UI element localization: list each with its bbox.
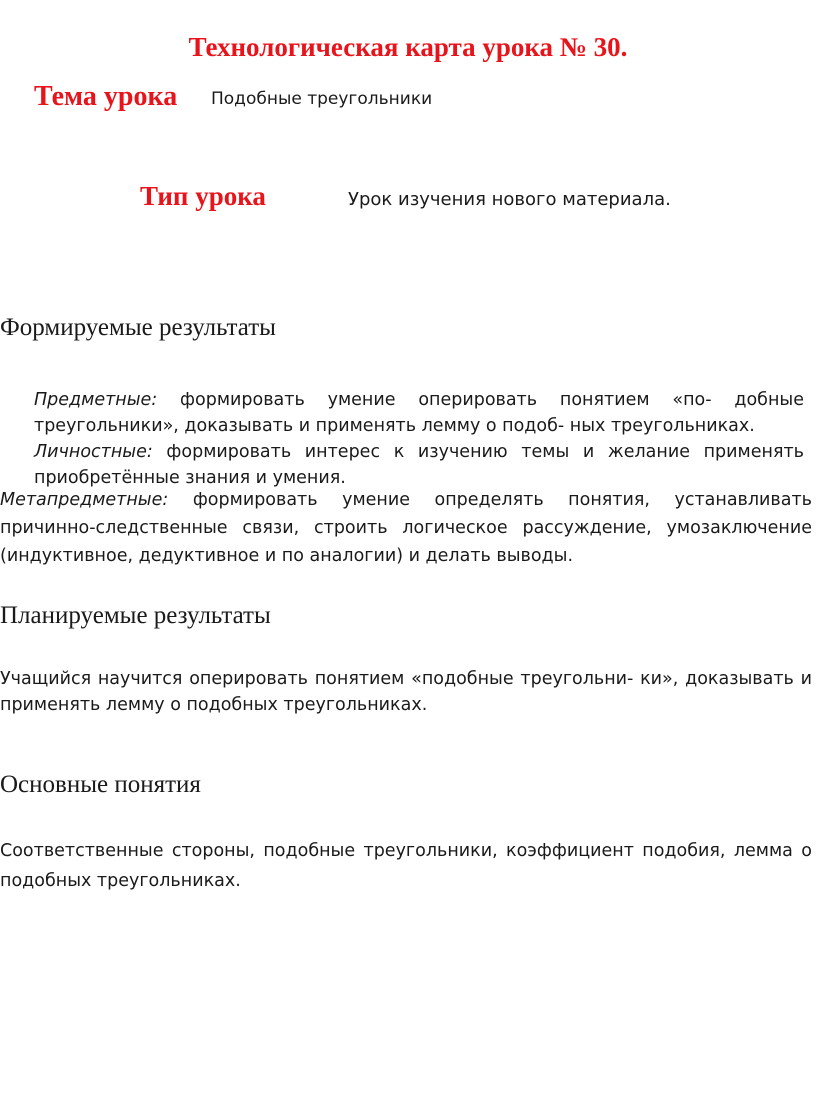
meta-results-paragraph [0,486,812,570]
planned-results-heading: Планируемые результаты [0,602,271,629]
topic-value: Подобные треугольники [211,89,433,109]
key-concepts-heading: Основные понятия [0,771,201,798]
lesson-type-value: Урок изучения нового материала. [348,189,671,210]
subject-results-label: Предметные: [34,390,158,410]
formed-results-heading: Формируемые результаты [0,314,276,341]
document-title: Технологическая карта урока № 30. [188,32,628,62]
lesson-type-label: Тип урока [140,181,266,211]
key-concepts-text: Соответственные стороны, подобные треугольники, коэффициент подобия, лемма о подобных треугольниках. [0,841,812,891]
personal-results-text: формировать интерес к изучению темы и желание применять приобретённые знания и умения. [34,442,804,488]
topic-label: Тема урока [34,81,178,112]
subject-results-paragraph [34,387,804,439]
planned-results-text: Учащийся научится оперировать понятием «подобные треугольни- ки», доказывать и применять лемму о подобных треугольниках. [0,669,812,715]
subject-results-text: формировать умение оперировать понятием «по- добные треугольники», доказывать и применять лемму о подоб- ных треугольниках. [34,390,804,436]
meta-results-text: формировать умение определять понятия, устанавливать причинно-следственные связи, строить логическое рассуждение, умозаключение (индуктивное, дедуктивное и по аналогии) и делать выводы. [0,490,812,566]
personal-results-label: Личностные: [34,442,153,462]
personal-results-paragraph [34,439,804,491]
meta-results-label: Метапредметные: [0,490,169,510]
